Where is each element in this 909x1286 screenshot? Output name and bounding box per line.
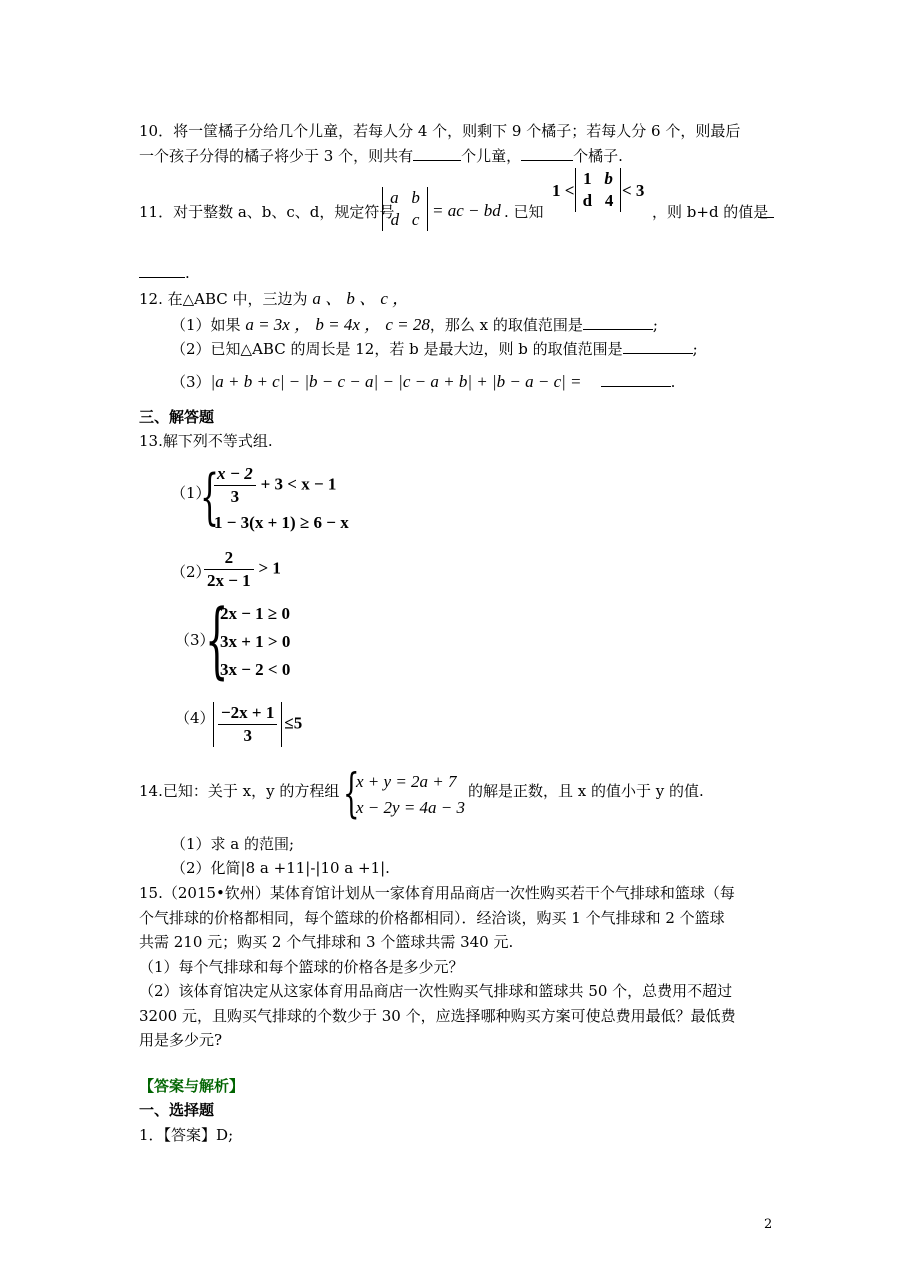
- q13-p3-eq2: 3x + 1 > 0: [220, 632, 291, 651]
- q13-p3-brace: {: [205, 593, 229, 688]
- q14-eq2: x − 2y = 4a − 3: [356, 798, 466, 817]
- q10-line1: 10．将一筐橘子分给几个儿童，若每人分 4 个，则剩下 9 个橘子；若每人分 6 个，则最后: [139, 122, 741, 140]
- answer-1: 1．【答案】D;: [139, 1126, 234, 1144]
- q12-part2: （2）已知△ABC 的周长是 12，若 b 是最大边，则 b 的取值范围是 ;: [171, 340, 698, 358]
- q13-p2-label: （2）: [171, 563, 211, 581]
- q11-definition: = ac − bd: [432, 201, 501, 220]
- q11-suffix: ，则 b+d 的值是: [652, 203, 769, 221]
- det-d: d: [390, 210, 400, 229]
- q12-blank-2[interactable]: [623, 338, 693, 354]
- q13-p2-ineq: $\frac{2}{2x - 1}$ > 1: [204, 547, 281, 592]
- q13-p1-label: （1）: [171, 484, 211, 502]
- q10-line2: 一个孩子分得的橘子将少于 3 个，则共有 个儿童， 个橘子.: [139, 147, 623, 165]
- q13-p3-eq3: 3x − 2 < 0: [220, 660, 291, 679]
- q15-line2: 个气排球的价格都相同，每个篮球的价格都相同）．经洽谈，购买 1 个气排球和 2 个篮球: [139, 909, 725, 927]
- q14-brace: {: [343, 764, 360, 824]
- q10-blank-oranges[interactable]: [521, 145, 573, 161]
- q13-p3-eq1: 2x − 1 ≥ 0: [220, 604, 291, 623]
- q11-ineq-left: 1 <: [552, 181, 575, 200]
- q10-blank-children[interactable]: [413, 145, 461, 161]
- q12-part3: （3）|a + b + c| − |b − c − a| − |c − a + b| + |b − a − c| = .: [171, 372, 676, 391]
- q11-blank-part2[interactable]: .: [139, 262, 190, 283]
- q11-known: . 已知: [504, 203, 544, 221]
- q13-p1-brace: {: [200, 462, 220, 532]
- answers-section-1: 一、选择题: [139, 1101, 215, 1119]
- q14-prefix: 14.已知：关于 x，y 的方程组: [139, 782, 340, 800]
- q14-part2: （2）化简|8 a +11|-|10 a +1|.: [171, 859, 390, 877]
- q15-part2-line1: （2）该体育馆决定从这家体育用品商店一次性购买气排球和篮球共 50 个，总费用不超过: [139, 982, 733, 1000]
- q13-p1-eq2: 1 − 3(x + 1) ≥ 6 − x: [214, 513, 349, 532]
- q15-line3: 共需 210 元；购买 2 个气排球和 3 个篮球共需 340 元.: [139, 933, 514, 951]
- section-3-heading: 三、解答题: [139, 408, 215, 426]
- q13-p4-label: （4）: [175, 709, 215, 727]
- q15-part2-line3: 用是多少元?: [139, 1031, 223, 1049]
- det-b: b: [411, 188, 420, 207]
- q14-part1: （1）求 a 的范围;: [171, 835, 295, 853]
- q14-suffix: 的解是正数，且 x 的值小于 y 的值.: [468, 782, 704, 800]
- q13-p4-ineq: $\frac{-2x + 1}{3}$ ≤5: [211, 702, 302, 747]
- q12-part1: （1）如果 a = 3x ， b = 4x ， c = 28，那么 x 的取值范围是 ;: [171, 315, 658, 334]
- q12-blank-1[interactable]: [583, 314, 653, 330]
- q14-eq1: x + y = 2a + 7: [356, 772, 457, 791]
- q11-ineq-right: < 3: [622, 181, 645, 200]
- page-number: 2: [764, 1217, 773, 1232]
- q15-part1: （1）每个气排球和每个篮球的价格各是多少元？: [139, 958, 464, 976]
- det-a: a: [390, 188, 399, 207]
- q13-p3-label: （3）: [175, 631, 215, 649]
- q15-part2-line2: 3200 元，且购买气排球的个数少于 30 个，应选择哪种购买方案可使总费用最低？最低费: [139, 1007, 736, 1025]
- q13-title: 13.解下列不等式组.: [139, 432, 273, 450]
- q12-intro: 12. 在△ABC 中，三边为 a 、 b 、 c ，: [139, 289, 410, 308]
- q11-determinant-known: 1 b d 4: [575, 168, 621, 212]
- q11-prefix: 11．对于整数 a、b、c、d，规定符号: [139, 203, 395, 221]
- q11-blank-part1[interactable]: [758, 202, 774, 223]
- q11-determinant-def: [382, 187, 428, 231]
- q15-line1: 15.（2015•钦州）某体育馆计划从一家体育用品商店一次性购买若干个气排球和篮球（每: [139, 884, 735, 902]
- q12-blank-3[interactable]: [601, 371, 671, 387]
- answers-title: 【答案与解析】: [139, 1077, 245, 1095]
- det-c: c: [411, 210, 420, 229]
- q13-p1-eq1: $\frac{x - 2}{3}$ + 3 < x − 1: [214, 463, 336, 508]
